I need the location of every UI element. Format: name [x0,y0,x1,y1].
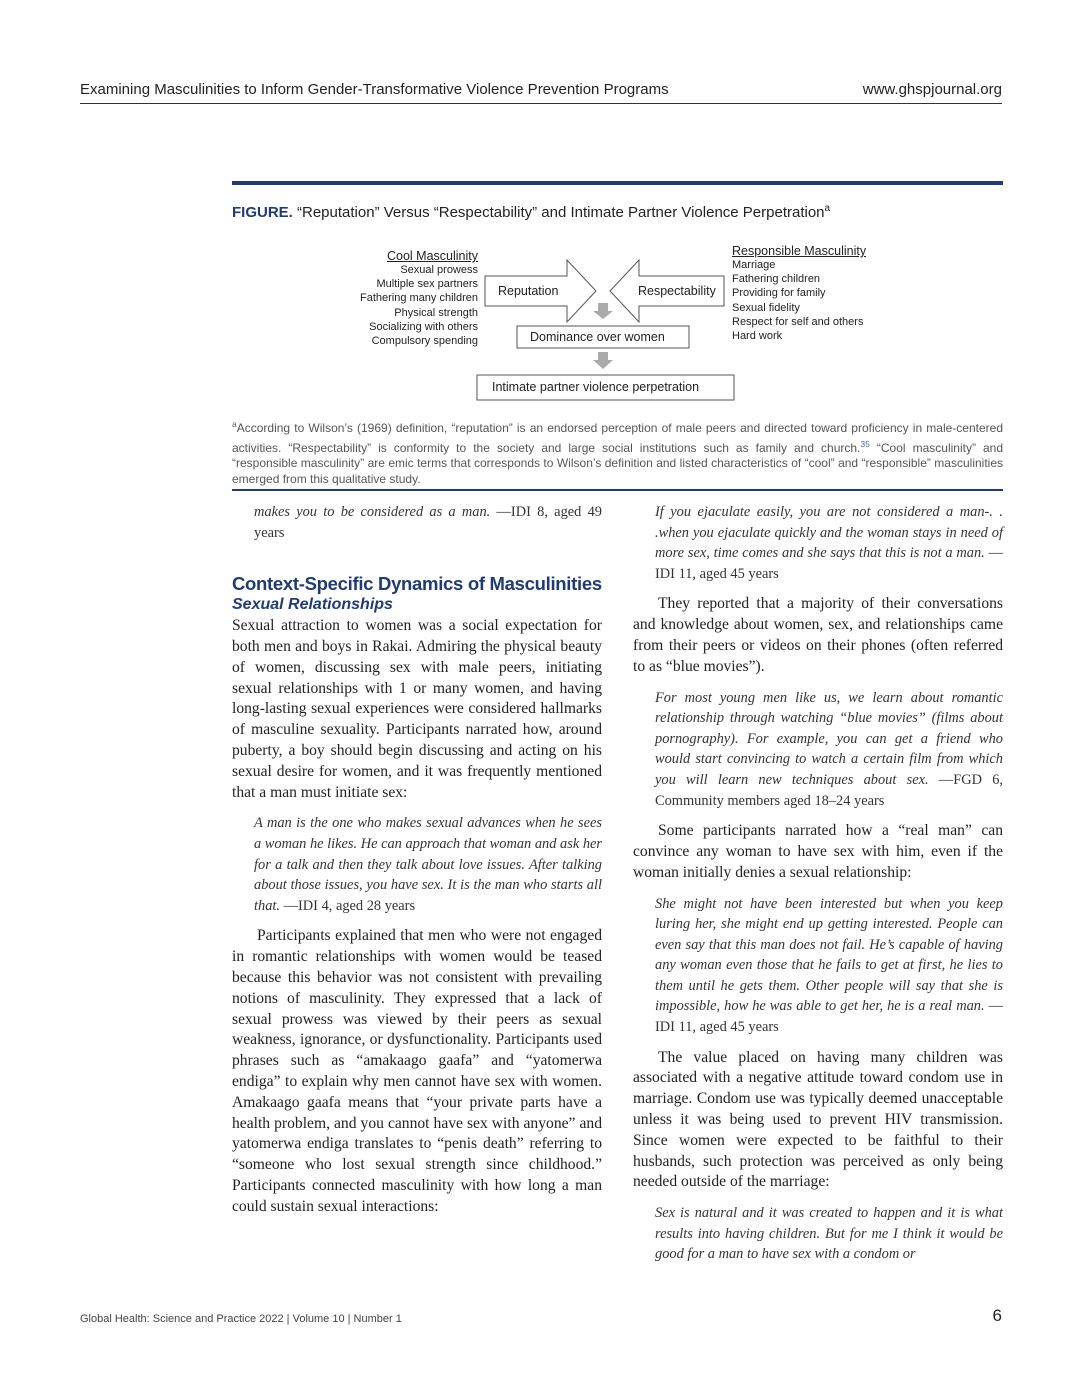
figure [232,181,1003,491]
cool-item: Compulsory spending [371,335,478,348]
block-quote [633,688,1003,812]
quote-text: makes you to be considered as a man. [254,504,491,520]
down-arrow-1 [593,303,613,319]
cool-masculinity-list [360,249,478,348]
cool-item: Multiple sex partners [376,278,478,291]
right-column [633,502,1003,1275]
paragraph: Some participants narrated how a “real man” can convince any woman to have sex with him, even if the woman initially denies a sexual relationship: [633,822,1003,881]
responsible-masculinity-heading: Responsible Masculinity [732,244,867,258]
block-quote [633,502,1003,584]
cool-item: Fathering many children [359,292,478,305]
figure-title: “Reputation” Versus “Respectability” and Intimate Partner Violence Perpetration [297,204,825,221]
quote-attribution: —IDI 11, aged 45 years [655,998,1003,1036]
figure-footnote [232,417,1003,487]
left-column [232,502,602,1223]
running-header [80,80,1002,104]
paragraph: They reported that a majority of their conversations and knowledge about women, sex, and relationships came from their peers or videos on their phones (often referred to as “blue movies”). [633,595,1003,675]
figure-diagram [232,241,1003,401]
diagram-shapes [232,241,1003,401]
quote-text: If you ejaculate easily, you are not considered a man-. . .when you ejaculate quickly and the woman stays in need of more sex, time comes and she says that this is not a man. [655,504,1003,562]
quote-attribution: —FGD 6, Community members aged 18–24 years [655,771,1003,809]
responsible-masculinity-list [732,244,866,343]
footnote-text-1: According to Wilson’s (1969) definition, “reputation” is an endorsed perception of male peers and directed toward proficiency in male-centered activities. “Respectability” is conformity to the society and large social institutions such as family and church. [232,421,1003,455]
figure-caption [232,203,830,221]
footer-journal-info: Global Health: Science and Practice 2022 | Volume 10 | Number 1 [80,1313,402,1325]
figure-label: FIGURE. [232,204,293,221]
footnote-marker: a [232,419,237,429]
paragraph: Participants explained that men who were not engaged in romantic relationships with women would be teased because this behavior was not consistent with prevailing notions of masculinity. They expressed that a lack of sexual prowess was viewed by their peers as sexual weakness, ignorance, or dysfunctionality. Participants used phrases such as “amakaago gaafa” and “yatomerwa endiga” to explain why men cannot have sex with women. Amakaago gaafa means that “your private parts have a health problem, and you cannot have sex with anyone” and yatomerwa endiga translates to “penis death” referring to “someone who lost sexual strength since childhood.” Participants connected masculinity with how long a man could sustain sexual interactions: [232,927,602,1215]
block-quote [232,502,602,543]
reputation-label: Reputation [498,284,559,298]
figure-title-footnote-marker: a [824,203,831,214]
respectability-label: Respectability [638,284,716,298]
quote-text: For most young men like us, we learn about romantic relationship through watching “blue movies” (films about pornography). For example, you can get a friend who would start convincing to watch a certain film from which you will learn new techniques about sex. [655,689,1003,788]
dominance-label: Dominance over women [530,330,665,344]
quote-text: Sex is natural and it was created to happen and it is what results into having children. But for me I think it would be good for a man to have sex with a condom or [655,1205,1003,1263]
responsible-item: Respect for self and others [732,315,864,328]
quote-attribution: —IDI 8, aged 49 years [254,504,602,541]
responsible-item: Fathering children [732,273,821,286]
paragraph: Sexual attraction to women was a social expectation for both men and boys in Rakai. Admiring the physical beauty of women, discussing sex with male peers, initiating sexual relationships with 1 or many women, and having long-lasting sexual experiences were considered hallmarks of masculine sexuality. Participants narrated how, around puberty, a boy should begin discussing and acting on his sexual desire for women, and it was frequently mentioned that a man must initiate sex: [232,617,602,801]
cool-item: Sexual prowess [400,264,478,276]
responsible-item: Marriage [732,259,776,271]
section-heading: Context-Specific Dynamics of Masculinities [232,573,602,595]
running-header-title: Examining Masculinities to Inform Gender-Transformative Violence Prevention Programs [80,81,669,98]
responsible-item: Hard work [732,330,783,343]
quote-attribution: —IDI 11, aged 45 years [655,545,1003,582]
footnote-text-2: “Cool masculinity” and “responsible masculinity” are emic terms that corresponds to Wilson’s definition and listed characteristics of “cool” and “responsible” masculinities emerged from this qualitative study. [232,440,1003,486]
paragraph: The value placed on having many children was associated with a negative attitude toward condom use in marriage. Condom use was typically deemed unacceptable unless it was being used to prevent HIV transmission. Since women were expected to be faithful to their husbands, such protection was perceived as only being needed outside of the marriage: [633,1048,1003,1191]
journal-url[interactable]: www.ghspjournal.org [862,81,1002,98]
cool-masculinity-heading: Cool Masculinity [386,249,478,263]
page-number: 6 [992,1306,1002,1325]
responsible-item: Sexual fidelity [732,301,800,314]
down-arrow-2 [593,352,613,369]
responsible-item: Providing for family [732,287,826,300]
block-quote [232,813,602,916]
quote-text: A man is the one who makes sexual advances when he sees a woman he likes. He can approach that woman and ask her for a talk and then they talk about love issues. After talking about those issues, you have sex. It is the man who starts all that. [254,815,602,914]
ipv-label: Intimate partner violence perpetration [492,380,700,394]
quote-attribution: —IDI 4, aged 28 years [280,897,416,914]
citation-link[interactable]: 35 [860,438,870,449]
cool-item: Socializing with others [369,320,478,333]
cool-item: Physical strength [394,306,478,319]
quote-text: She might not have been interested but when you keep luring her, she might end up getting interested. People can even say that this man does not fail. He’s capable of having any woman even those that he fails to get at first, he lies to them until he gets them. Other people will say that she is impossible, how he was able to get her, he is a real man. [655,895,1003,1015]
subsection-heading: Sexual Relationships [232,596,393,614]
block-quote [633,1203,1003,1265]
block-quote [633,894,1003,1038]
